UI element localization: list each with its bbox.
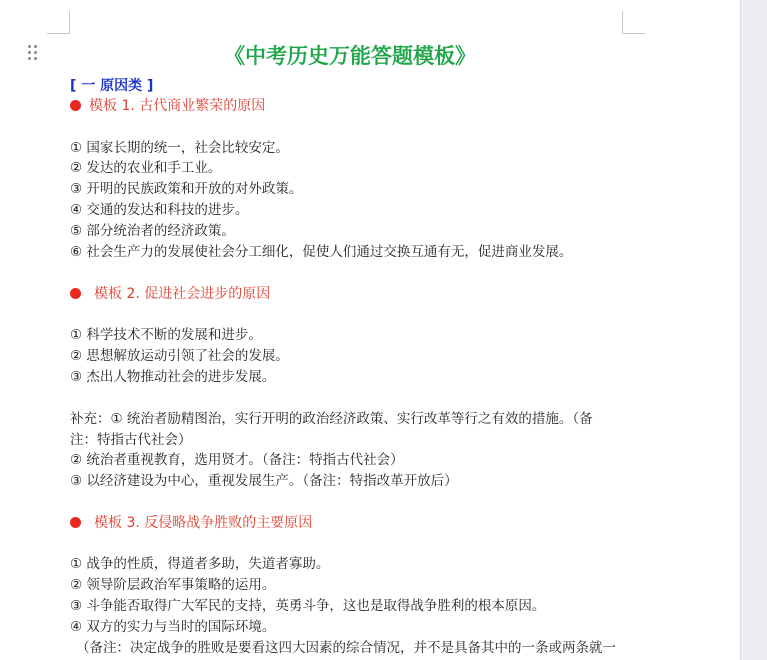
template-1-item: ④ 交通的发达和科技的进步。 [70,202,249,218]
template-3-heading: 模板 3. 反侵略战争胜败的主要原因 [70,514,312,532]
page-corner-mark-top-right [622,11,645,34]
template-2-heading: 模板 2. 促进社会进步的原因 [70,285,270,303]
template-3-item: ② 领导阶层政治军事策略的运用。 [70,577,276,593]
section-heading: [ 一 原因类 ] [70,78,154,94]
template-3-note: （备注：决定战争的胜败是要看这四大因素的综合情况，并不是具备其中的一条或两条就一 [76,640,616,656]
bullet-dot-icon [70,517,81,528]
template-1-item: ① 国家长期的统一，社会比较安定。 [70,140,289,156]
bullet-dot-icon [70,288,81,299]
template-3-item: ③ 斗争能否取得广大军民的支持，英勇斗争，这也是取得战争胜利的根本原因。 [70,598,546,614]
template-1-item: ② 发达的农业和手工业。 [70,160,222,176]
template-1-item: ③ 开明的民族政策和开放的对外政策。 [70,181,303,197]
document-title: 《中考历史万能答题模板》 [224,44,476,68]
supplement-line: ② 统治者重视教育，选用贤才。（备注：特指古代社会） [70,452,404,468]
template-3-item: ④ 双方的实力与当时的国际环境。 [70,619,276,635]
template-1-heading: 模板 1. 古代商业繁荣的原因 [70,97,265,115]
supplement-line: 补充：① 统治者励精图治，实行开明的政治经济政策、实行改革等行之有效的措施。（备 [70,411,593,427]
template-2-item: ③ 杰出人物推动社会的进步发展。 [70,369,276,385]
page-corner-mark-top-left [47,11,70,34]
template-3-item: ① 战争的性质，得道者多助，失道者寡助。 [70,556,330,572]
supplement-line: ③ 以经济建设为中心，重视发展生产。（备注：特指改革开放后） [70,473,458,489]
supplement-line: 注：特指古代社会） [70,432,192,448]
drag-handle-icon[interactable] [28,45,38,61]
scroll-gutter[interactable] [740,0,767,660]
bullet-dot-icon [70,100,81,111]
template-1-item: ⑥ 社会生产力的发展使社会分工细化，促使人们通过交换互通有无，促进商业发展。 [70,244,573,260]
template-2-item: ① 科学技术不断的发展和进步。 [70,327,262,343]
template-2-item: ② 思想解放运动引领了社会的发展。 [70,348,289,364]
template-1-item: ⑤ 部分统治者的经济政策。 [70,223,235,239]
